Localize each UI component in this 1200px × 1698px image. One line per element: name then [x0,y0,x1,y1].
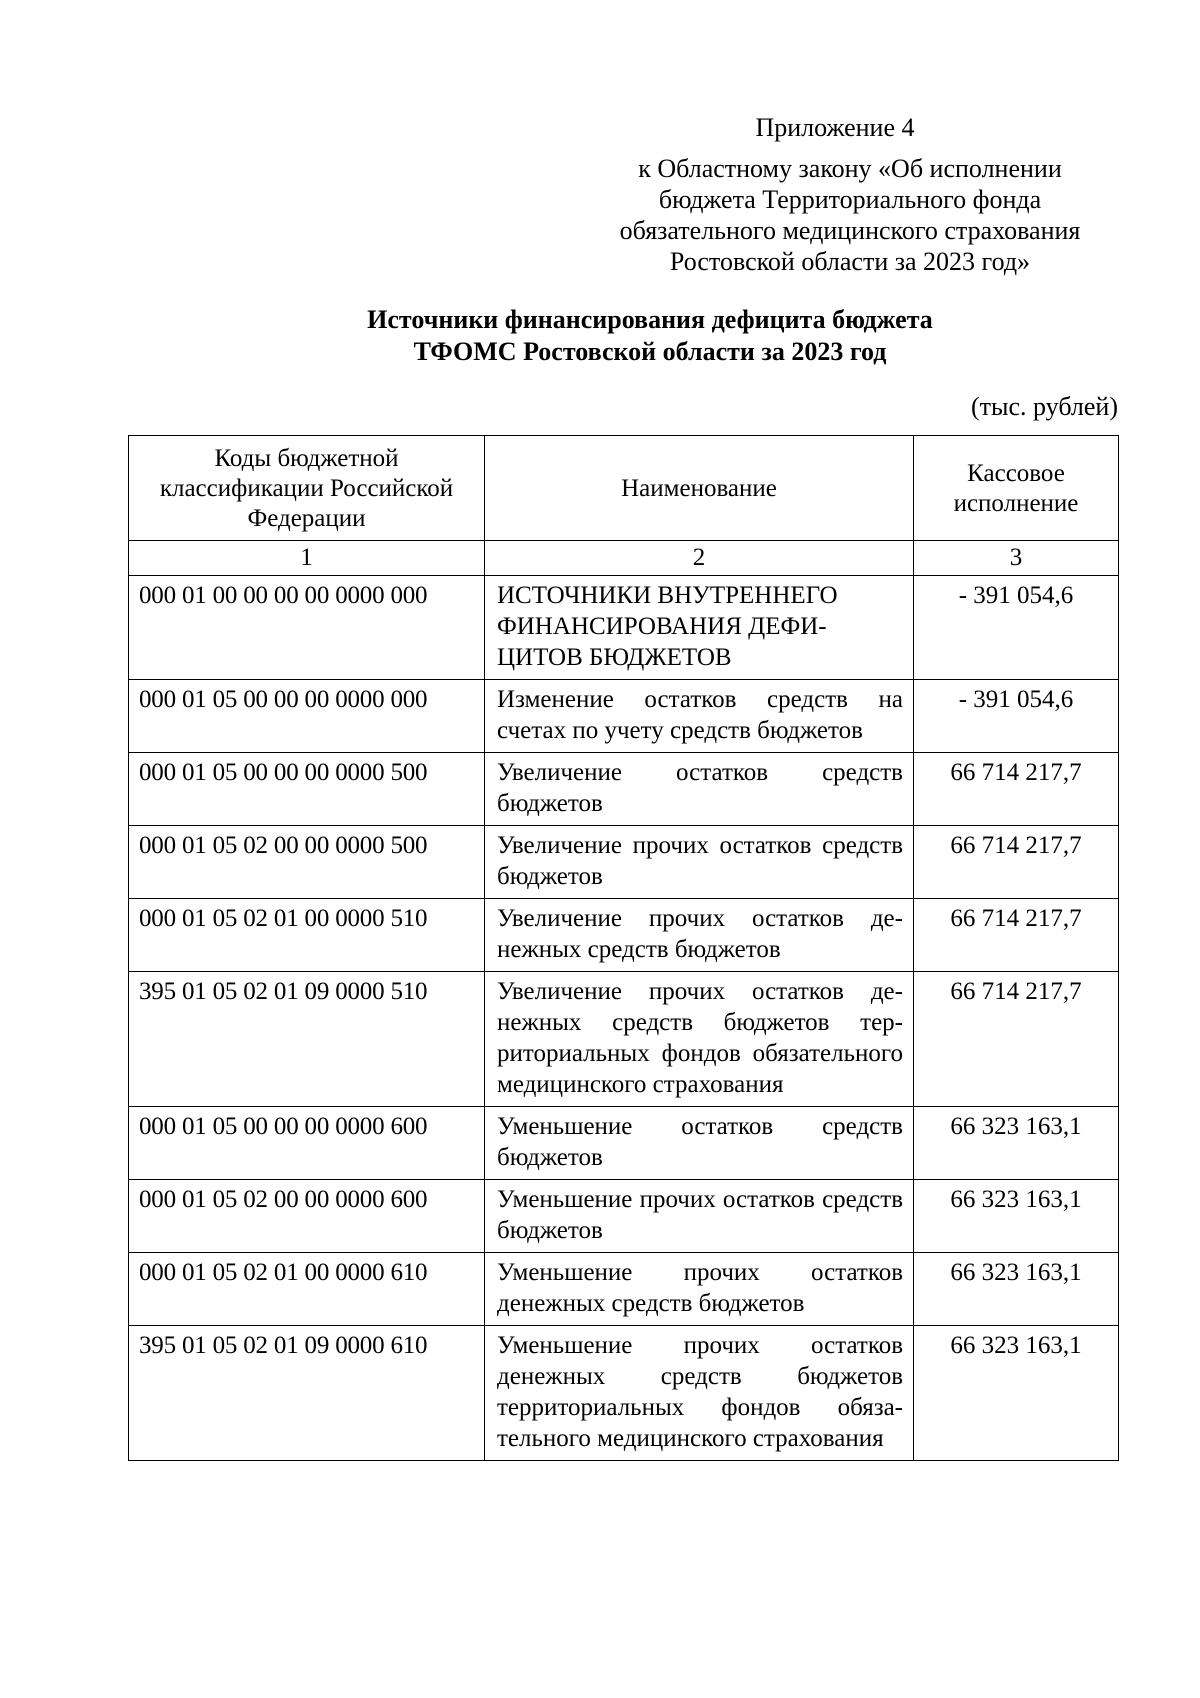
table-row [129,972,1119,1107]
appendix-block [590,112,1110,277]
column-number: 2 [485,541,914,576]
row-code: 000 01 05 00 00 00 0000 600 [129,1107,485,1180]
table-row [129,1180,1119,1253]
appendix-line: бюджета Территориального фонда [658,185,1042,214]
row-code: 000 01 05 02 00 00 0000 600 [129,1180,485,1253]
row-name: Увеличение прочих остатков денежных средств бюджетов территориальных фондов обязательного медицинского страхования [485,972,914,1107]
row-name: Увеличение остатков средств бюджетов [485,753,914,826]
row-code: 395 01 05 02 01 09 0000 610 [129,1326,485,1461]
row-code: 000 01 05 00 00 00 0000 000 [129,680,485,753]
sources-table [128,435,1119,1461]
row-name: Изменение остатков средств на счетах по учету средств бюджетов [485,680,914,753]
table-row [129,753,1119,826]
row-code: 000 01 05 00 00 00 0000 500 [129,753,485,826]
table-row [129,576,1119,680]
row-amount: 66 714 217,7 [914,972,1119,1107]
row-name: Увеличение прочих остатков средств бюджетов [485,826,914,899]
row-code: 000 01 00 00 00 00 0000 000 [129,576,485,680]
appendix-number: Приложение 4 [755,113,915,142]
row-amount: 66 323 163,1 [914,1107,1119,1180]
row-name: ИСТОЧНИКИ ВНУТРЕННЕГО ФИНАНСИРОВАНИЯ ДЕФИЦИТОВ БЮДЖЕТОВ [485,576,914,680]
title-line-1: Источники финансирования дефицита бюджета [367,305,933,334]
row-name: Уменьшение прочих остатков средств бюджетов [485,1180,914,1253]
table-row [129,1326,1119,1461]
table-row [129,826,1119,899]
column-number: 3 [914,541,1119,576]
table-row [129,1107,1119,1180]
row-code: 395 01 05 02 01 09 0000 510 [129,972,485,1107]
row-code: 000 01 05 02 01 00 0000 510 [129,899,485,972]
row-amount: 66 323 163,1 [914,1326,1119,1461]
row-code: 000 01 05 02 00 00 0000 500 [129,826,485,899]
row-name: Уменьшение прочих остатков денежных средств бюджетов [485,1253,914,1326]
header-amount: Кассовое исполнение [914,436,1119,541]
appendix-line: Ростовской области за 2023 год» [669,247,1031,276]
row-code: 000 01 05 02 01 00 0000 610 [129,1253,485,1326]
column-number: 1 [129,541,485,576]
units-label: (тыс. рублей) [970,392,1118,421]
document-title [200,304,1100,368]
row-name: Увеличение прочих остатков денежных средств бюджетов [485,899,914,972]
row-name: Уменьшение прочих остатков денежных средств бюджетов территориальных фондов обязательного медицинского страхования [485,1326,914,1461]
row-amount: - 391 054,6 [914,680,1119,753]
header-name: Наименование [485,436,914,541]
table-row [129,899,1119,972]
row-name: Уменьшение остатков средств бюджетов [485,1107,914,1180]
appendix-line: обязательного медицинского страхования [619,216,1081,245]
row-amount: 66 323 163,1 [914,1253,1119,1326]
appendix-line: к Областному закону «Об исполнении [638,154,1062,183]
header-row [129,436,1119,541]
row-amount: 66 323 163,1 [914,1180,1119,1253]
title-line-2: ТФОМС Ростовской области за 2023 год [413,337,887,366]
row-amount: 66 714 217,7 [914,753,1119,826]
header-code: Коды бюджетной классификации Российской Федерации [129,436,485,541]
row-amount: 66 714 217,7 [914,826,1119,899]
row-amount: 66 714 217,7 [914,899,1119,972]
table-row [129,680,1119,753]
table-row [129,1253,1119,1326]
column-numbers-row [129,541,1119,576]
row-amount: - 391 054,6 [914,576,1119,680]
